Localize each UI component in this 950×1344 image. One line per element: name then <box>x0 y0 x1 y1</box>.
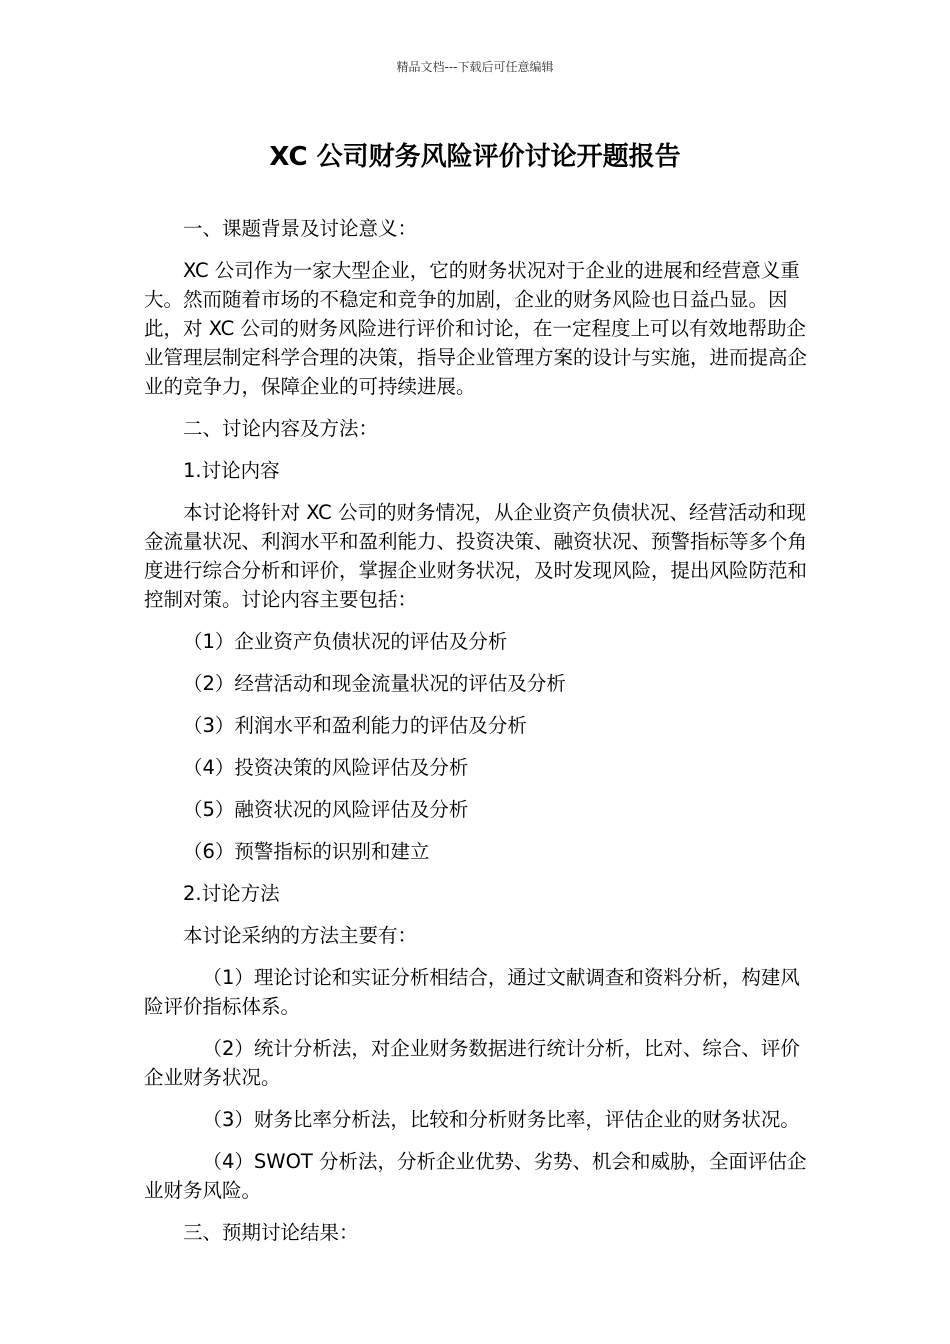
method-list-item: （2）统计分析法，对企业财务数据进行统计分析，比对、综合、评价企业财务状况。 <box>144 1037 800 1089</box>
section-heading-expected-results: 三、预期讨论结果： <box>183 1221 359 1244</box>
content-list-item: （6）预警指标的识别和建立 <box>183 840 430 863</box>
method-list-item: （4）SWOT 分析法，分析企业优势、劣势、机会和威胁，全面评估企业财务风险。 <box>144 1150 807 1202</box>
header-note: 精品文档---下载后可任意编辑 <box>396 60 554 74</box>
content-list-item: （2）经营活动和现金流量状况的评估及分析 <box>183 672 566 695</box>
content-paragraph: 本讨论将针对 XC 公司的财务情况，从企业资产负债状况、经营活动和现金流量状况、利润水平和盈利能力、投资决策、融资状况、预警指标等多个角度进行综合分析和评价，掌握企业财务状况，及时发现风险，提出风险防范和控制对策。讨论内容主要包括： <box>144 501 808 611</box>
content-list-item: （5）融资状况的风险评估及分析 <box>183 798 469 821</box>
method-list-item: （1）理论讨论和实证分析相结合，通过文献调查和资料分析，构建风险评价指标体系。 <box>144 966 800 1018</box>
content-list-item: （4）投资决策的风险评估及分析 <box>183 756 469 779</box>
subheading-content: 1.讨论内容 <box>183 459 280 482</box>
section-heading-content-methods: 二、讨论内容及方法： <box>183 417 379 440</box>
methods-intro: 本讨论采纳的方法主要有： <box>183 924 418 947</box>
background-paragraph: XC 公司作为一家大型企业，它的财务状况对于企业的进展和经营意义重大。然而随着市场的不稳定和竞争的加剧，企业的财务风险也日益凸显。因此，对 XC 公司的财务风险进行评价和讨论，在一定程度上可以有效地帮助企业管理层制定科学合理的决策，指导企业管理方案的设计与实施，进而提高企业的竞争力，保障企业的可持续进展。 <box>144 259 808 398</box>
content-list-item: （1）企业资产负债状况的评估及分析 <box>183 630 508 653</box>
content-list-item: （3）利润水平和盈利能力的评估及分析 <box>183 714 527 737</box>
section-heading-background: 一、课题背景及讨论意义： <box>183 217 418 240</box>
page-title: XC 公司财务风险评价讨论开题报告 <box>269 142 681 172</box>
method-list-item: （3）财务比率分析法，比较和分析财务比率，评估企业的财务状况。 <box>202 1108 800 1131</box>
document-body <box>144 214 816 1260</box>
subheading-methods: 2.讨论方法 <box>183 882 280 905</box>
